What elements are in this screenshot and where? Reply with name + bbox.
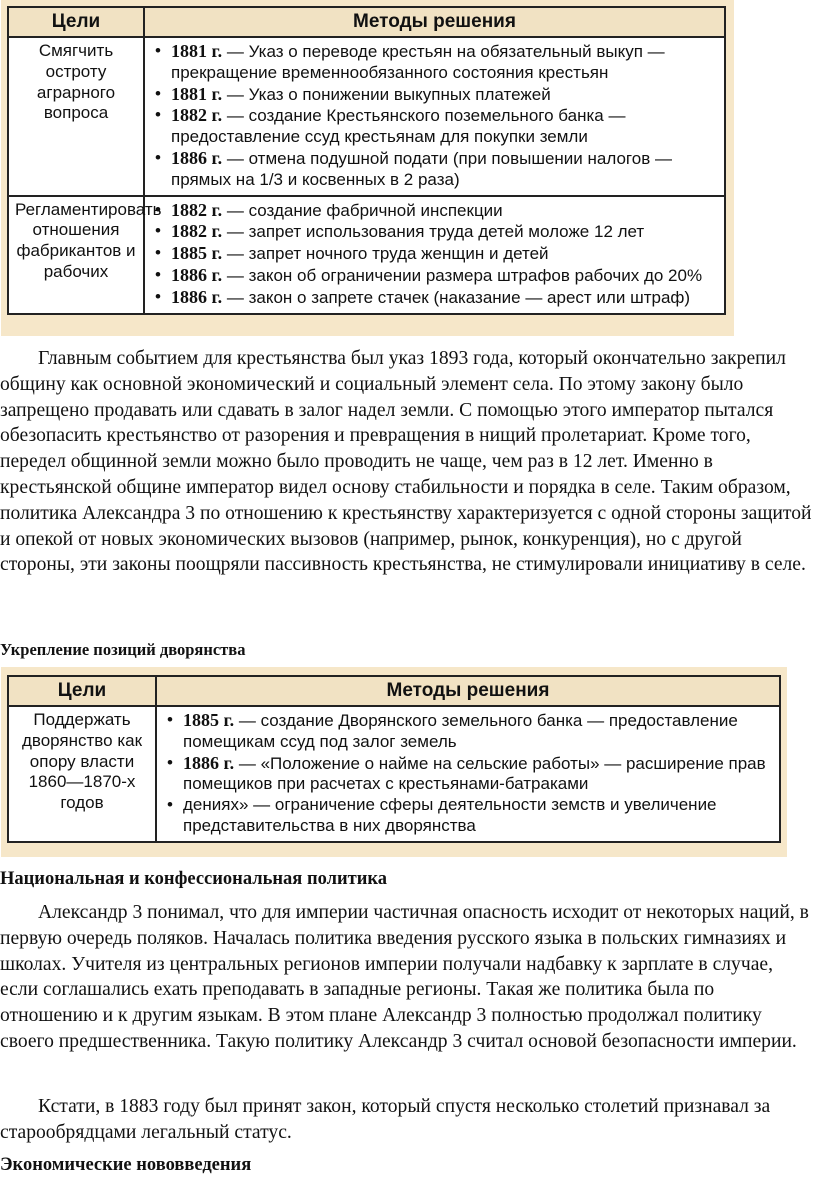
- paragraph-old-believers: [0, 1094, 816, 1146]
- method-year: 1886 г.: [171, 264, 223, 285]
- method-item: [151, 200, 718, 222]
- method-year: 1885 г.: [171, 243, 223, 264]
- table-header-row: [8, 7, 725, 37]
- method-text: — Указ о переводе крестьян на обязательный выкуп — прекращение временнообязанного состояния крестьян: [171, 42, 665, 82]
- method-text: — закон об ограничении размера штрафов рабочих до 20%: [222, 265, 703, 285]
- methods-cell: [156, 706, 780, 842]
- method-text: — создание Дворянского земельного банка — предоставление помещикам ссуд под залог земель: [183, 711, 738, 751]
- table-agrarian-wrapper: [1, 0, 734, 336]
- goal-cell: Регламентировать отношения фабрикантов и рабочих: [8, 196, 144, 314]
- table-agrarian: [7, 6, 726, 315]
- paragraph-national-policy: [0, 900, 816, 1055]
- goal-cell: Поддержать дворянство как опору власти 1860—1870-х годов: [8, 706, 156, 842]
- paragraph-text: Кстати, в 1883 году был принят закон, который спустя несколько столетий признавал за старообрядцами легальный статус.: [0, 1096, 771, 1143]
- header-goals: Цели: [8, 676, 156, 706]
- methods-cell: [144, 196, 725, 314]
- method-item: [151, 287, 718, 309]
- method-text: — запрет ночного труда женщин и детей: [222, 244, 549, 264]
- method-text: — отмена подушной подати (при повышении налогов — прямых на 1/3 и косвенных в 2 раза): [171, 148, 672, 189]
- method-year: 1882 г.: [171, 221, 223, 242]
- method-continuation: [163, 795, 773, 837]
- section-heading-economy: Экономические нововведения: [0, 1155, 252, 1175]
- paragraph-peasantry: [0, 346, 816, 578]
- method-year: 1881 г.: [171, 41, 223, 61]
- paragraph-text: Главным событием для крестьянства был указ 1893 года, который окончательно закрепил общину как основной экономический и социальный элемент села. По этому закону было запрещено продавать или сдавать в залог надел земли. С помощью этого император пытался обезопасить крестьянство от разорения и превращения в нищий пролетариат. Кроме того, передел общинной земли можно было проводить не чаще, чем раз в 12 лет. Именно в крестьянской общине император видел основу стабильности и порядка в селе. Таким образом, политика Александра 3 по отношению к крестьянству характеризуется с одной стороны защитой и опекой от новых экономических вызовов (например, рынок, конкуренция), но с другой стороны, эти законы поощряли пассивность крестьянства, не стимулировали инициативу в селе.: [0, 348, 812, 576]
- method-text: — «Положение о найме на сельские работы» — расширение прав помещиков при расчетах с крестьянами-батраками: [183, 753, 766, 794]
- section-heading-nobility: Укрепление позиций дворянства: [0, 640, 246, 659]
- header-methods: Методы решения: [156, 676, 780, 706]
- method-item: [151, 105, 718, 148]
- section-heading-national-policy: Национальная и конфессиональная политика: [0, 869, 388, 889]
- method-text: — создание Крестьянского поземельного банка — предоставление ссуд крестьянам для покупки земли: [171, 106, 626, 147]
- method-item: [151, 243, 718, 265]
- method-year: 1882 г.: [171, 105, 223, 126]
- header-goals: Цели: [8, 7, 144, 37]
- method-text: — Указ о понижении выкупных платежей: [222, 84, 551, 104]
- method-text: — запрет использования труда детей моложе 12 лет: [222, 222, 645, 242]
- method-year: 1886 г.: [171, 147, 223, 168]
- method-text: дениях» — ограничение сферы деятельности земств и увеличение представительства в них дворянства: [183, 795, 717, 835]
- method-item: [151, 41, 718, 84]
- table-row: [8, 37, 725, 196]
- method-year: 1885 г.: [183, 710, 235, 730]
- method-item: [151, 265, 718, 287]
- method-item: [163, 710, 773, 753]
- method-item: [151, 221, 718, 243]
- method-year: 1881 г.: [171, 83, 223, 104]
- table-nobility-wrapper: [1, 667, 787, 857]
- method-item: [151, 148, 718, 191]
- method-year: 1882 г.: [171, 199, 223, 220]
- method-year: 1886 г.: [171, 286, 223, 307]
- method-text: — создание фабричной инспекции: [222, 200, 503, 220]
- header-methods: Методы решения: [144, 7, 725, 37]
- table-row: [8, 196, 725, 314]
- method-item: [151, 84, 718, 106]
- method-item: [163, 753, 773, 796]
- method-text: — закон о запрете стачек (наказание — арест или штраф): [222, 287, 691, 307]
- table-row: [8, 706, 780, 842]
- method-year: 1886 г.: [183, 752, 235, 773]
- table-nobility: [7, 675, 781, 843]
- goal-cell: Смягчить остроту аграрного вопроса: [8, 37, 144, 196]
- paragraph-text: Александр 3 понимал, что для империи частичная опасность исходит от некоторых наций, в первую очередь поляков. Началась политика введения русского языка в польских гимназиях и школах. Учителя из центральных регионов империи получали надбавку к зарплате в случае, если соглашались ехать преподавать в западные регионы. Такая же политика была по отношению и к другим языкам. В этом плане Александр 3 полностью продолжал политику своего предшественника. Такую политику Александр 3 считал основой безопасности империи.: [0, 902, 809, 1052]
- table-header-row: [8, 676, 780, 706]
- methods-cell: [144, 37, 725, 196]
